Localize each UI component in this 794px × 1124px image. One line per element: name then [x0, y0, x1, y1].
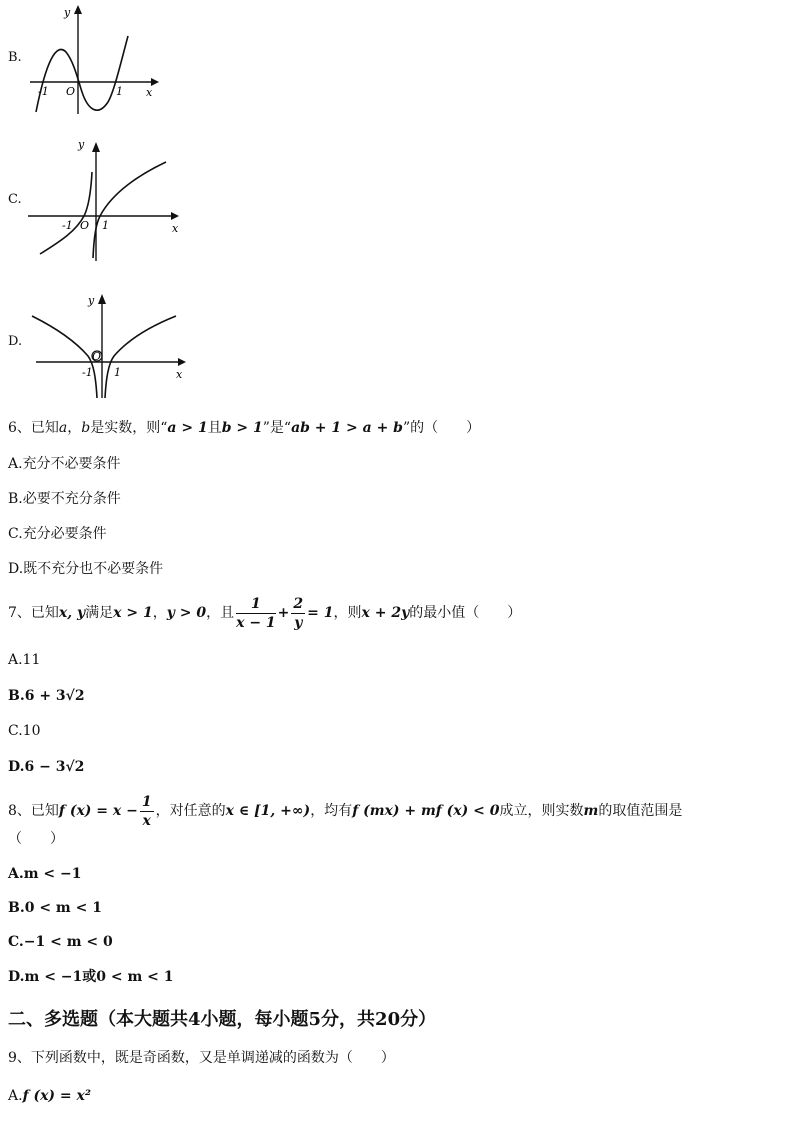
option-b-tick-1: 1 [116, 85, 123, 98]
option-b-origin: O [66, 85, 76, 98]
q8-function-def: f (x) = x − [58, 803, 138, 819]
option-d-x-axis: x [176, 368, 183, 381]
q6-comma: ， [67, 420, 82, 436]
q8-option-a: A.m < −1 [8, 866, 82, 882]
option-d-origin: O [92, 350, 102, 363]
q8-stem-c: 成立，则实数 [499, 803, 584, 819]
q7-option-a: A.11 [8, 652, 41, 668]
q7-stem-a: 满足 [85, 605, 114, 621]
option-c-y-axis: y [78, 138, 85, 151]
q8-fraction [140, 793, 154, 830]
q6-var-a: a [58, 420, 68, 436]
option-b-label: B. [8, 50, 22, 65]
option-d-graph [26, 290, 196, 405]
q9-option-a-expr: f (x) = x² [22, 1088, 92, 1104]
option-d-label: D. [8, 334, 23, 349]
q7-condition-x: x > 1 [113, 605, 153, 621]
option-c-graph [26, 136, 186, 266]
option-c-origin: O [80, 219, 90, 232]
q7-sep2: ，且 [206, 605, 235, 621]
q6-option-c: C.充分必要条件 [8, 526, 107, 542]
option-d-tick-1: 1 [114, 366, 121, 379]
q8-stem-d: 的取值范围是 [598, 803, 683, 819]
q8-inequality: f (mx) + mf (x) < 0 [352, 803, 500, 819]
question-8-stem [8, 792, 682, 830]
q7-expression: x + 2y [361, 605, 410, 621]
section-2-heading: 二、多选题（本大题共4小题，每小题5分，共20分） [8, 1009, 437, 1030]
q8-stem-pre: 8、已知 [8, 803, 59, 819]
q7-option-b: B.6 + 3√2 [8, 688, 85, 704]
q6-stem-mid: 是实数，则“ [90, 420, 168, 436]
q9-option-a-label: A. [8, 1088, 23, 1104]
q6-condition-ab: ab + 1 > a + b [291, 420, 403, 436]
q6-stem-end: ”的（ ） [402, 420, 481, 436]
option-c-x-axis: x [172, 222, 179, 235]
q8-option-c: C.−1 < m < 0 [8, 934, 113, 950]
q6-condition-a: a > 1 [167, 420, 208, 436]
option-c-tick-1: 1 [102, 219, 109, 232]
q7-equals: = 1 [307, 605, 334, 621]
question-7-stem [8, 594, 521, 632]
q6-condition-b: b > 1 [221, 420, 263, 436]
q7-fraction-1 [236, 595, 276, 632]
q7-f1-num: 1 [236, 595, 276, 614]
q7-f2-den: y [294, 614, 303, 631]
q8-option-b: B.0 < m < 1 [8, 900, 102, 916]
q6-stem-pre: 6、已知 [8, 420, 59, 436]
q8-option-d: D.m < −1或0 < m < 1 [8, 969, 174, 985]
q6-and: 且 [207, 420, 222, 436]
q6-option-a: A.充分不必要条件 [8, 456, 121, 472]
question-6-stem [8, 418, 480, 438]
q7-f2-num: 2 [293, 595, 304, 612]
option-d-y-axis: y [88, 294, 95, 307]
q7-f1-den: x − 1 [236, 614, 276, 631]
q8-domain: x ∈ [1, +∞) [225, 803, 311, 819]
q8-stem-b: ，均有 [310, 803, 353, 819]
q6-quote-mid: ”是“ [262, 420, 292, 436]
q7-fraction-2 [291, 595, 305, 632]
q6-option-b: B.必要不充分条件 [8, 491, 121, 507]
q8-f-num: 1 [141, 793, 152, 810]
q6-option-d: D.既不充分也不必要条件 [8, 561, 164, 577]
q7-option-d: D.6 − 3√2 [8, 759, 85, 775]
option-b-y-axis: y [64, 6, 71, 19]
option-b-graph [26, 2, 166, 117]
q7-sep1: ， [152, 605, 167, 621]
q7-option-c: C.10 [8, 723, 41, 739]
option-c-label: C. [8, 192, 22, 207]
question-9-stem: 9、下列函数中，既是奇函数，又是单调递减的函数为（ ） [8, 1050, 395, 1066]
q8-stem-end: （ ） [8, 831, 64, 847]
q7-stem-pre: 7、已知 [8, 605, 59, 621]
q7-stem-b: ，则 [333, 605, 362, 621]
option-d-tick-neg1: -1 [82, 366, 93, 379]
option-c-tick-neg1: -1 [62, 219, 73, 232]
q9-option-a [8, 1086, 91, 1106]
q8-stem-a: ，对任意的 [155, 803, 226, 819]
q8-var-m: m [583, 803, 599, 819]
option-b-x-axis: x [146, 86, 153, 99]
option-b-tick-neg1: -1 [38, 85, 49, 98]
q8-f-den: x [142, 812, 151, 829]
q7-vars: x, y [58, 605, 86, 621]
q7-condition-y: y > 0 [166, 605, 207, 621]
q7-stem-end: 的最小值（ ） [409, 605, 522, 621]
q7-plus: + [277, 605, 290, 621]
q6-var-b: b [81, 420, 91, 436]
